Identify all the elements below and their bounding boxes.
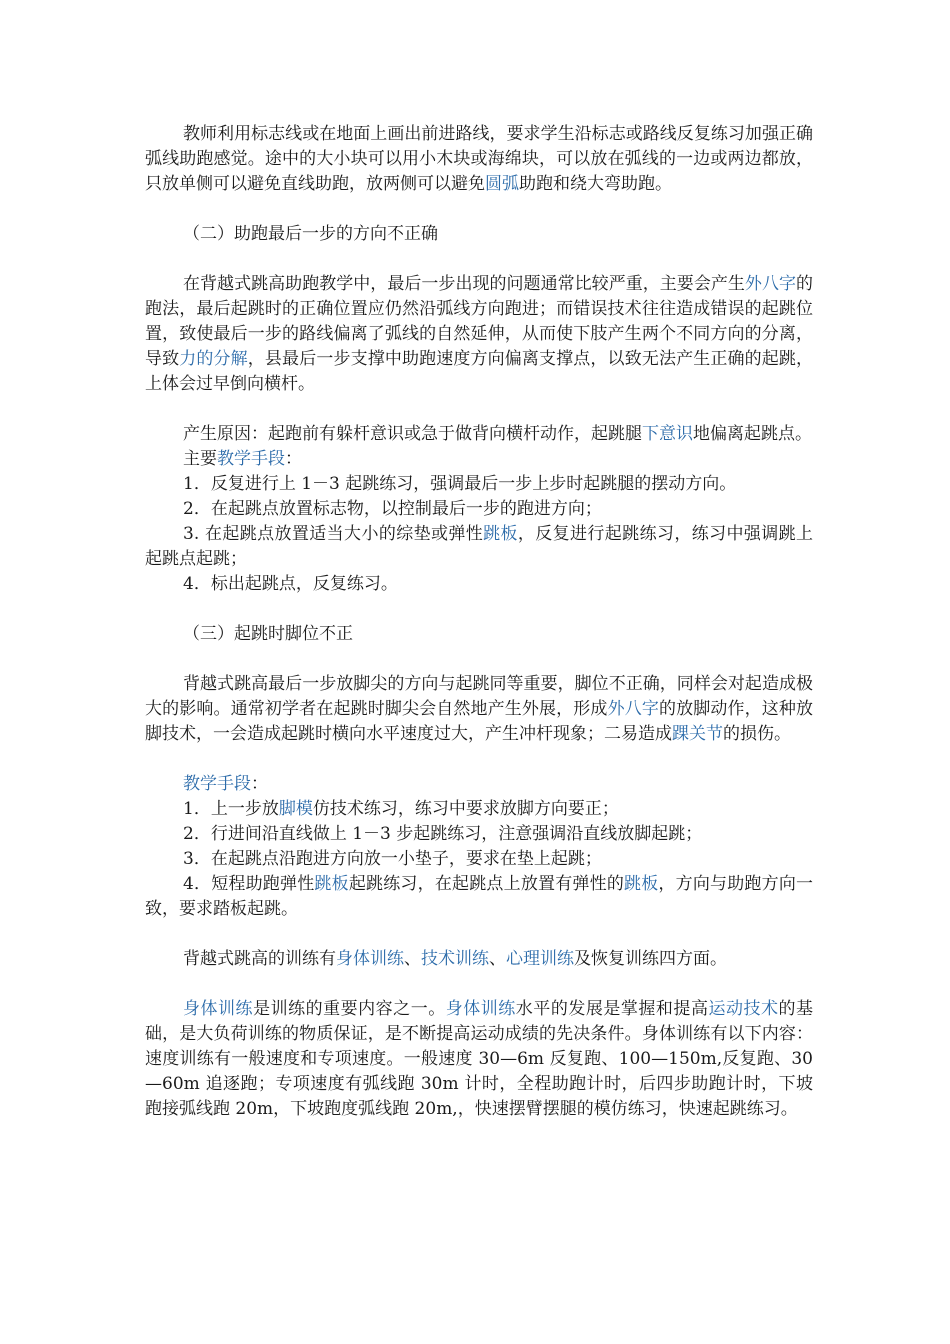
list-item bbox=[145, 872, 813, 922]
paragraph-physical-training bbox=[145, 997, 813, 1122]
link-springboard[interactable]: 跳板 bbox=[624, 874, 659, 894]
paragraph-cause bbox=[145, 422, 813, 447]
link-sports-technique[interactable]: 运动技术 bbox=[708, 999, 779, 1019]
text: 起跳练习，在起跳点上放置有弹性的 bbox=[348, 874, 625, 894]
text: 3. 在起跳点放置适当大小的综垫或弹性 bbox=[183, 524, 484, 544]
text: 1．上一步放 bbox=[183, 799, 279, 819]
text: 、 bbox=[404, 949, 421, 969]
text: 及恢复训练四方面。 bbox=[574, 949, 727, 969]
text: ，方向与助跑方向一致，要求踏板起跳。 bbox=[145, 874, 814, 919]
text: ： bbox=[251, 774, 268, 794]
teaching-means-title-2 bbox=[145, 772, 813, 797]
paragraph-arc-run bbox=[145, 122, 813, 197]
text: 背越式跳高的训练有 bbox=[183, 949, 336, 969]
text: 的损伤。 bbox=[723, 724, 791, 744]
text: 地偏离起跳点。 bbox=[693, 424, 812, 444]
paragraph-foot-position bbox=[145, 672, 813, 747]
spacer bbox=[145, 247, 813, 272]
text: ： bbox=[285, 449, 302, 469]
spacer bbox=[145, 197, 813, 222]
teaching-means-title-1 bbox=[145, 447, 813, 472]
list-item: 2．在起跳点放置标志物，以控制最后一步的跑进方向； bbox=[183, 499, 602, 519]
spacer bbox=[145, 747, 813, 772]
spacer bbox=[145, 972, 813, 997]
text: 、 bbox=[489, 949, 506, 969]
text: 产生原因：起跑前有躲杆意识或急于做背向横杆动作，起跳腿 bbox=[183, 424, 642, 444]
paragraph-last-step bbox=[145, 272, 813, 397]
list-item: 1．反复进行上 1－3 起跳练习，强调最后一步上步时起跳腿的摆动方向。 bbox=[183, 474, 737, 494]
list-item: 4．标出起跳点，反复练习。 bbox=[183, 574, 398, 594]
link-teaching-means[interactable]: 教学手段 bbox=[217, 449, 285, 469]
link-springboard[interactable]: 跳板 bbox=[314, 874, 349, 894]
text: 仿技术练习，练习中要求放脚方向要正； bbox=[312, 799, 619, 819]
text: 是训练的重要内容之一。 bbox=[253, 999, 446, 1019]
spacer bbox=[145, 647, 813, 672]
text: 4．短程助跑弹性 bbox=[183, 874, 315, 894]
link-outward-toe[interactable]: 外八字 bbox=[607, 699, 659, 719]
paragraph-training-types bbox=[145, 947, 813, 972]
list-item bbox=[145, 522, 813, 572]
text: 助跑和绕大弯助跑。 bbox=[519, 174, 672, 194]
document-body bbox=[145, 122, 813, 1122]
text: 教师利用标志线或在地面上画出前进路线，要求学生沿标志或路线反复练习加强正确弧线助跑感觉。途中的大小块可以用小木块或海绵块，可以放在弧线的一边或两边都放，只放单侧可以避免直线助跑，放两侧可以避免 bbox=[145, 124, 813, 194]
link-springboard[interactable]: 跳板 bbox=[483, 524, 518, 544]
spacer bbox=[145, 922, 813, 947]
link-teaching-means[interactable]: 教学手段 bbox=[183, 774, 251, 794]
link-technical-training[interactable]: 技术训练 bbox=[421, 949, 489, 969]
text: ，县最后一步支撑中助跑速度方向偏离支撑点，以致无法产生正确的起跳，上体会过早倒向横杆。 bbox=[145, 349, 814, 394]
link-foot-model[interactable]: 脚模 bbox=[278, 799, 313, 819]
link-force-decomposition[interactable]: 力的分解 bbox=[179, 349, 248, 369]
spacer bbox=[145, 397, 813, 422]
section-heading-2: （二）助跑最后一步的方向不正确 bbox=[183, 224, 438, 244]
link-outward-toe[interactable]: 外八字 bbox=[744, 274, 797, 294]
text: 在背越式跳高助跑教学中，最后一步出现的问题通常比较严重，主要会产生 bbox=[183, 274, 745, 294]
text: 的基础，是大负荷训练的物质保证，是不断提高运动成绩的先决条件。身体训练有以下内容：速度训练有一般速度和专项速度。一般速度 30—6m 反复跑、100—150m,反复跑、30—60m 追逐跑；专项速度有弧线跑 30m 计时，全程助跑计时，后四步助跑计时，下坡跑接弧线跑 20m，下坡跑度弧线跑 20m,，快速摆臂摆腿的模仿练习，快速起跳练习。 bbox=[145, 999, 814, 1119]
text: 背越式跳高最后一步放脚尖的方向与起跳同等重要，脚位不正确，同样会对起造成极大的影响。通常初学者在起跳时脚尖会自然地产生外展，形成 bbox=[145, 674, 813, 719]
link-physical-training[interactable]: 身体训练 bbox=[336, 949, 404, 969]
section-heading-3: （三）起跳时脚位不正 bbox=[183, 624, 353, 644]
link-physical-training[interactable]: 身体训练 bbox=[445, 999, 516, 1019]
link-physical-training[interactable]: 身体训练 bbox=[183, 999, 254, 1019]
list-item: 2．行进间沿直线做上 1－3 步起跳练习，注意强调沿直线放脚起跳； bbox=[183, 824, 703, 844]
text: 主要 bbox=[183, 449, 217, 469]
list-item bbox=[145, 797, 813, 822]
text: 的跑法，最后起跳时的正确位置应仍然沿弧线方向跑进；而错误技术往往造成错误的起跳位置，致使最后一步的路线偏离了弧线的自然延伸，从而使下肢产生两个不同方向的分离，导致 bbox=[145, 274, 814, 369]
spacer bbox=[145, 597, 813, 622]
list-item: 3．在起跳点沿跑进方向放一小垫子，要求在垫上起跳； bbox=[183, 849, 602, 869]
link-psychological-training[interactable]: 心理训练 bbox=[506, 949, 574, 969]
text: ，反复进行起跳练习，练习中强调跳上起跳点起跳； bbox=[145, 524, 814, 569]
link-arc[interactable]: 圆弧 bbox=[485, 174, 519, 194]
link-ankle-joint[interactable]: 踝关节 bbox=[672, 724, 723, 744]
text: 的放脚动作，这种放脚技术，一会造成起跳时横向水平速度过大，产生冲杆现象；二易造成 bbox=[145, 699, 814, 744]
link-subconscious[interactable]: 下意识 bbox=[642, 424, 693, 444]
text: 水平的发展是掌握和提高 bbox=[515, 999, 709, 1019]
